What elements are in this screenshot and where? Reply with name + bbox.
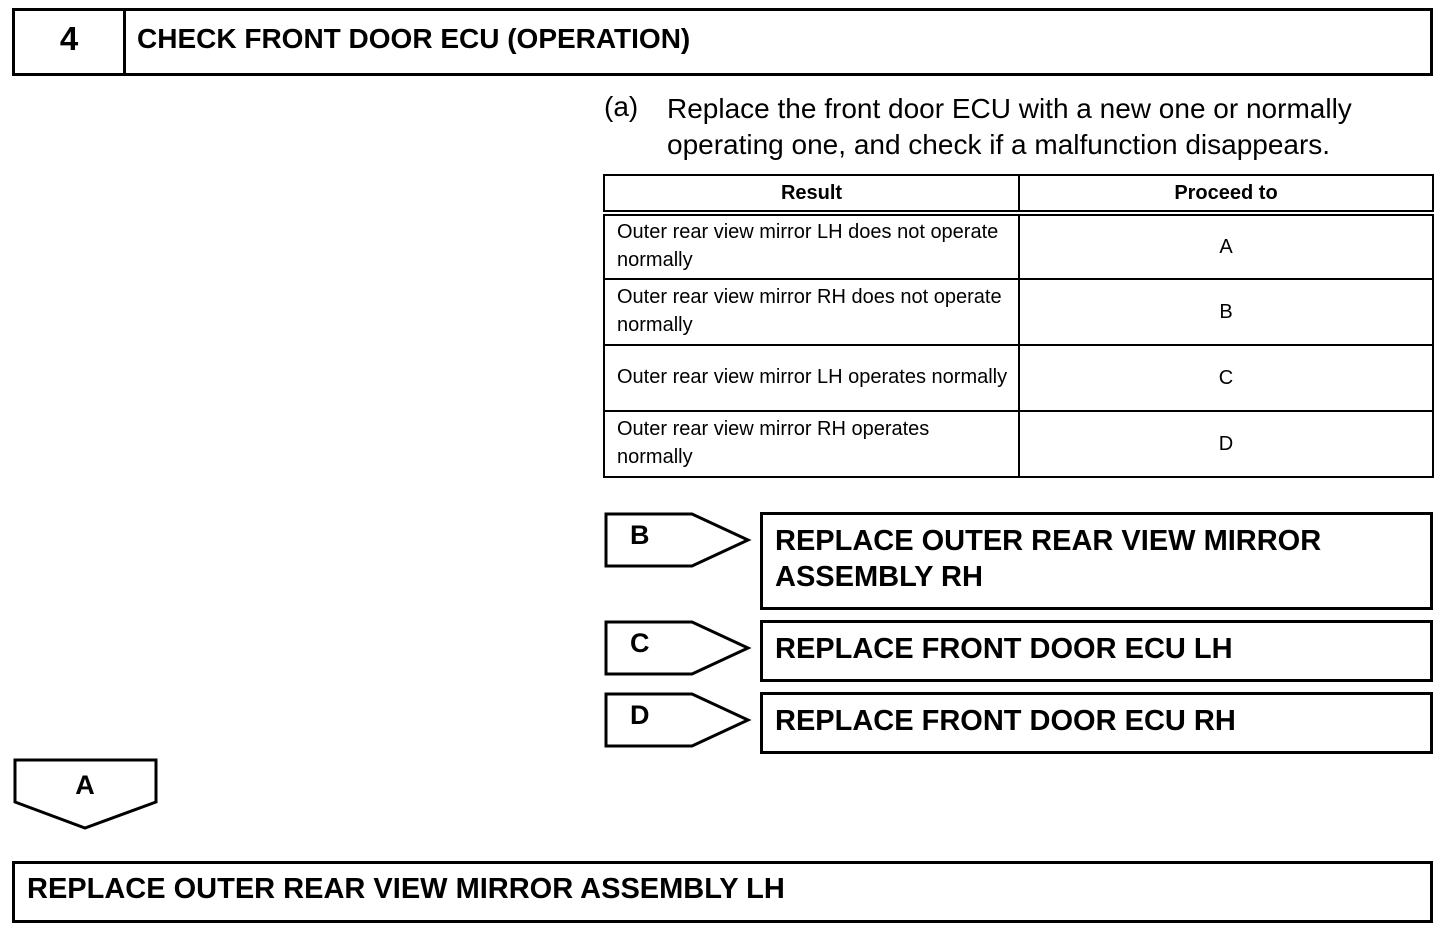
branch-tag-a: [13, 758, 159, 830]
instruction-text: Replace the front door ECU with a new one or normally operating one, and check if a malfunction disappears.: [667, 93, 1352, 160]
result-cell: Outer rear view mirror RH does not operate normally: [604, 279, 1019, 345]
table-row: [604, 213, 1433, 279]
proceed-cell: A: [1019, 213, 1433, 279]
right-arrow-icon: [604, 512, 752, 568]
result-cell: Outer rear view mirror LH operates normally: [604, 345, 1019, 411]
right-arrow-icon: [604, 692, 752, 748]
action-box-d: REPLACE FRONT DOOR ECU RH: [760, 692, 1433, 754]
branch-tag-c: [604, 620, 752, 676]
action-box-c: REPLACE FRONT DOOR ECU LH: [760, 620, 1433, 682]
proceed-cell: B: [1019, 279, 1433, 345]
table-row: [604, 279, 1433, 345]
result-cell: Outer rear view mirror LH does not operate normally: [604, 213, 1019, 279]
branch-letter: D: [630, 700, 650, 730]
table-row: [604, 345, 1433, 411]
action-box-b: REPLACE OUTER REAR VIEW MIRROR ASSEMBLY RH: [760, 512, 1433, 610]
action-box-a: REPLACE OUTER REAR VIEW MIRROR ASSEMBLY LH: [12, 861, 1433, 923]
branch-tag-b: [604, 512, 752, 568]
result-table: [603, 174, 1434, 478]
branch-letter: C: [630, 628, 650, 658]
proceed-cell: D: [1019, 411, 1433, 477]
branch-letter: B: [630, 520, 650, 550]
branch-tag-d: [604, 692, 752, 748]
instruction-label: (a): [604, 91, 639, 122]
step-number: 4: [15, 11, 126, 73]
header-result: Result: [604, 175, 1019, 213]
step-title: CHECK FRONT DOOR ECU (OPERATION): [137, 23, 691, 54]
proceed-cell: C: [1019, 345, 1433, 411]
header-proceed-to: Proceed to: [1019, 175, 1433, 213]
table-header-row: [604, 175, 1433, 213]
step-header: [12, 8, 1433, 76]
table-row: [604, 411, 1433, 477]
result-cell: Outer rear view mirror RH operates normally: [604, 411, 1019, 477]
branch-letter: A: [75, 770, 95, 800]
right-arrow-icon: [604, 620, 752, 676]
